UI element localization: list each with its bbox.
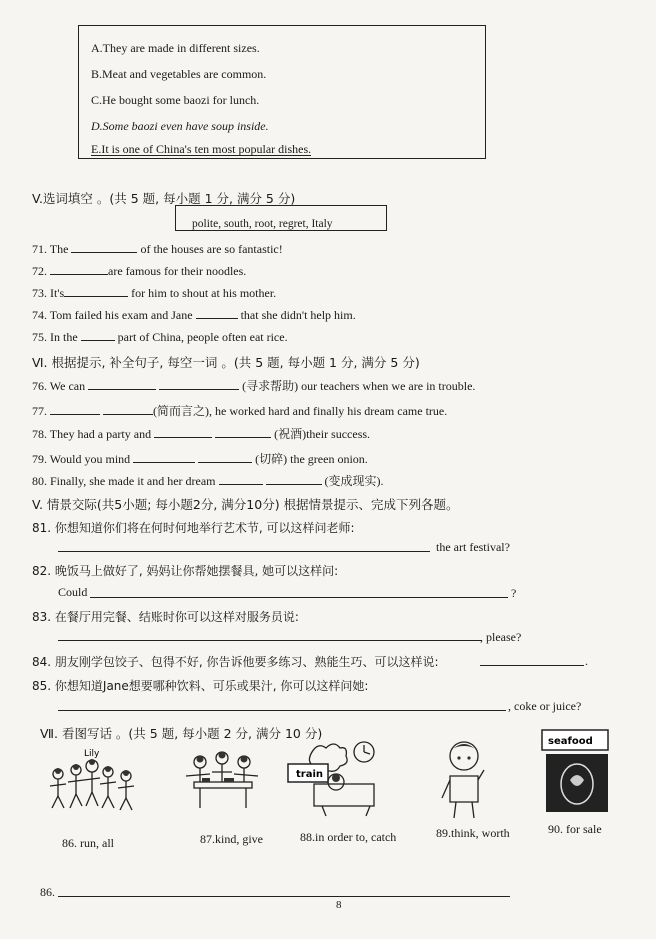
answer-line-81[interactable] — [58, 551, 430, 552]
picture-seafood-for-sale — [540, 728, 614, 816]
question-81: 81. 你想知道你们将在何时何地举行艺术节, 可以这样问老师: — [32, 521, 355, 535]
picture-boy-thinking — [432, 736, 498, 820]
question-81-tail: the art festival? — [436, 540, 510, 554]
question-77: 77. (简而言之), he worked hard and finally his dream came true. — [32, 404, 448, 418]
blank-76a[interactable] — [88, 379, 156, 390]
blank-78b[interactable] — [215, 427, 271, 438]
question-83-tail: , please? — [480, 630, 522, 644]
answer-line-85[interactable] — [58, 710, 506, 711]
caption-88: 88.in order to, catch — [300, 830, 397, 844]
blank-80a[interactable] — [219, 474, 263, 485]
lily-label: Lily — [84, 749, 100, 759]
blank-77a[interactable] — [50, 404, 100, 415]
caption-86: 86. run, all — [62, 836, 114, 850]
question-75: 75. In the part of China, people often eat rice. — [32, 330, 288, 344]
option-d: D.Some baozi even have soup inside. — [91, 119, 269, 133]
answer-86-label: 86. — [40, 885, 55, 899]
option-b: B.Meat and vegetables are common. — [91, 67, 267, 81]
blank-72[interactable] — [50, 264, 108, 275]
blank-78a[interactable] — [154, 427, 212, 438]
option-a: A.They are made in different sizes. — [91, 41, 260, 55]
page-number: 8 — [336, 899, 342, 911]
question-74: 74. Tom failed his exam and Jane that she didn't help him. — [32, 308, 356, 322]
question-85: 85. 你想知道Jane想要哪种饮料、可乐或果汁, 你可以这样问她: — [32, 679, 369, 693]
question-71: 71. The of the houses are so fantastic! — [32, 242, 283, 256]
question-82: 82. 晚饭马上做好了, 妈妈让你帮她摆餐具, 她可以这样问: — [32, 564, 339, 578]
blank-74[interactable] — [196, 308, 238, 319]
answer-line-84[interactable] — [480, 665, 584, 666]
section-v-heading: V.选词填空 。(共 5 题, 每小题 1 分, 满分 5 分) — [32, 191, 296, 206]
question-79: 79. Would you mind (切碎) the green onion. — [32, 452, 368, 466]
question-80: 80. Finally, she made it and her dream (变成现实). — [32, 474, 384, 488]
train-label: train — [296, 769, 324, 780]
answer-line-82[interactable] — [90, 597, 508, 598]
blank-71[interactable] — [71, 242, 137, 253]
option-e: E.It is one of China's ten most popular dishes. — [91, 142, 312, 156]
caption-87: 87.kind, give — [200, 832, 263, 846]
section-vi-heading: Ⅵ. 根据提示, 补全句子, 每空一词 。(共 5 题, 每小题 1 分, 满分 5 分) — [32, 355, 420, 370]
question-72: 72. are famous for their noodles. — [32, 264, 247, 278]
picture-kids-running — [46, 746, 138, 820]
blank-79a[interactable] — [133, 452, 195, 463]
option-c: C.He bought some baozi for lunch. — [91, 93, 260, 107]
blank-79b[interactable] — [198, 452, 252, 463]
options-box — [78, 25, 486, 159]
blank-75[interactable] — [81, 330, 115, 341]
question-84-tail: . — [585, 654, 588, 668]
question-82-could: Could — [58, 585, 88, 599]
answer-line-86[interactable] — [58, 896, 510, 897]
caption-90: 90. for sale — [548, 822, 602, 836]
question-82-tail: ? — [511, 586, 517, 600]
question-84: 84. 朋友刚学包饺子、包得不好, 你告诉他要多练习、熟能生巧、可以这样说: — [32, 655, 439, 669]
picture-dinner-table — [180, 748, 266, 816]
blank-73[interactable] — [64, 286, 128, 297]
question-76: 76. We can (寻求帮助) our teachers when we are in trouble. — [32, 379, 476, 393]
question-78: 78. They had a party and (祝酒)their success. — [32, 427, 371, 441]
seafood-label: seafood — [548, 736, 593, 747]
blank-80b[interactable] — [266, 474, 322, 485]
caption-89: 89.think, worth — [436, 826, 510, 840]
section-viii-heading: Ⅶ. 看图写话 。(共 5 题, 每小题 2 分, 满分 10 分) — [40, 726, 323, 741]
picture-late-for-train — [286, 738, 386, 820]
word-bank-box — [175, 205, 387, 231]
question-73: 73. It's for him to shout at his mother. — [32, 286, 277, 300]
word-bank: polite, south, root, regret, Italy — [192, 218, 333, 230]
question-83: 83. 在餐厅用完餐、结账时你可以这样对服务员说: — [32, 610, 299, 624]
blank-77b[interactable] — [103, 404, 153, 415]
section-vii-heading: V. 情景交际(共5小题; 每小题2分, 满分10分) 根据情景提示、完成下列各题。 — [32, 497, 459, 512]
question-85-tail: , coke or juice? — [508, 699, 582, 713]
answer-line-83[interactable] — [58, 640, 482, 641]
blank-76b[interactable] — [159, 379, 239, 390]
